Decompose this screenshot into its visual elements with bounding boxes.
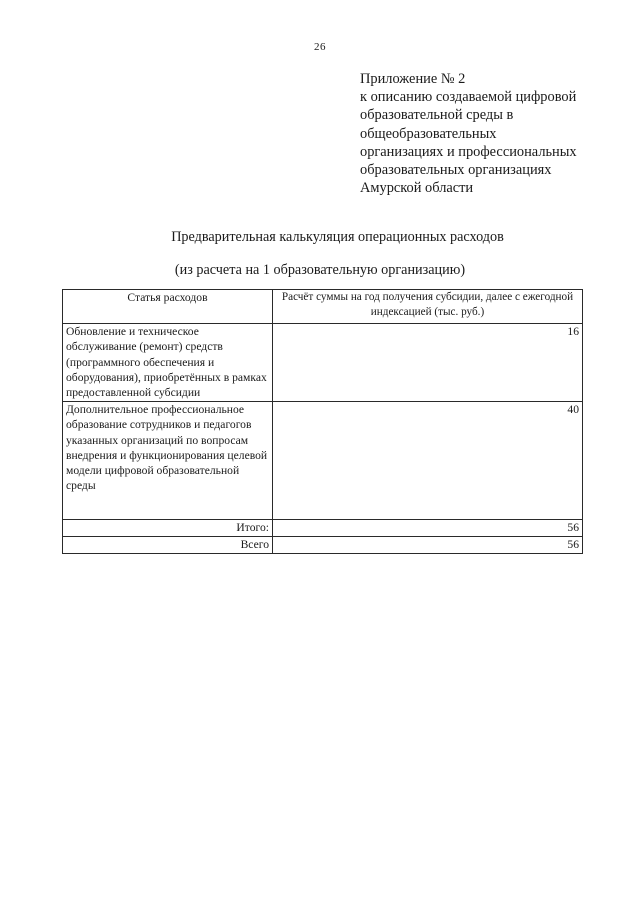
row-item: Обновление и техническое обслуживание (ремонт) средств (программного обеспечения и оборудования), приобретённых в рамках предоставленной субсидии <box>63 324 273 402</box>
row-value: 40 <box>273 402 583 520</box>
page-number: 26 <box>314 41 326 53</box>
subtotal-label: Итого: <box>63 520 273 537</box>
subtotal-row <box>63 520 583 537</box>
total-value: 56 <box>273 537 583 554</box>
document-subtitle: (из расчета на 1 образовательную организацию) <box>174 262 466 278</box>
table-header-row <box>63 290 583 324</box>
total-label: Всего <box>63 537 273 554</box>
appendix-line: организациях и профессиональных <box>360 143 577 160</box>
document-title: Предварительная калькуляция операционных расходов <box>171 229 504 245</box>
subtotal-value: 56 <box>273 520 583 537</box>
header-sum: Расчёт суммы на год получения субсидии, далее с ежегодной индексацией (тыс. руб.) <box>273 290 583 324</box>
appendix-line: Амурской области <box>360 180 474 197</box>
table-row <box>63 402 583 520</box>
expense-table <box>62 289 583 554</box>
appendix-line: к описанию создаваемой цифровой <box>360 89 577 106</box>
total-row <box>63 537 583 554</box>
appendix-line: Приложение № 2 <box>360 71 466 87</box>
appendix-line: образовательных организациях <box>360 162 552 179</box>
appendix-line: общеобразовательных <box>360 125 497 142</box>
appendix-block <box>360 70 630 197</box>
header-item: Статья расходов <box>63 290 273 324</box>
row-item: Дополнительное профессиональное образование сотрудников и педагогов указанных организаций по вопросам внедрения и функционирования целевой модели цифровой образовательной среды <box>63 402 273 520</box>
table-row <box>63 324 583 402</box>
row-value: 16 <box>273 324 583 402</box>
appendix-line: образовательной среды в <box>360 107 514 124</box>
